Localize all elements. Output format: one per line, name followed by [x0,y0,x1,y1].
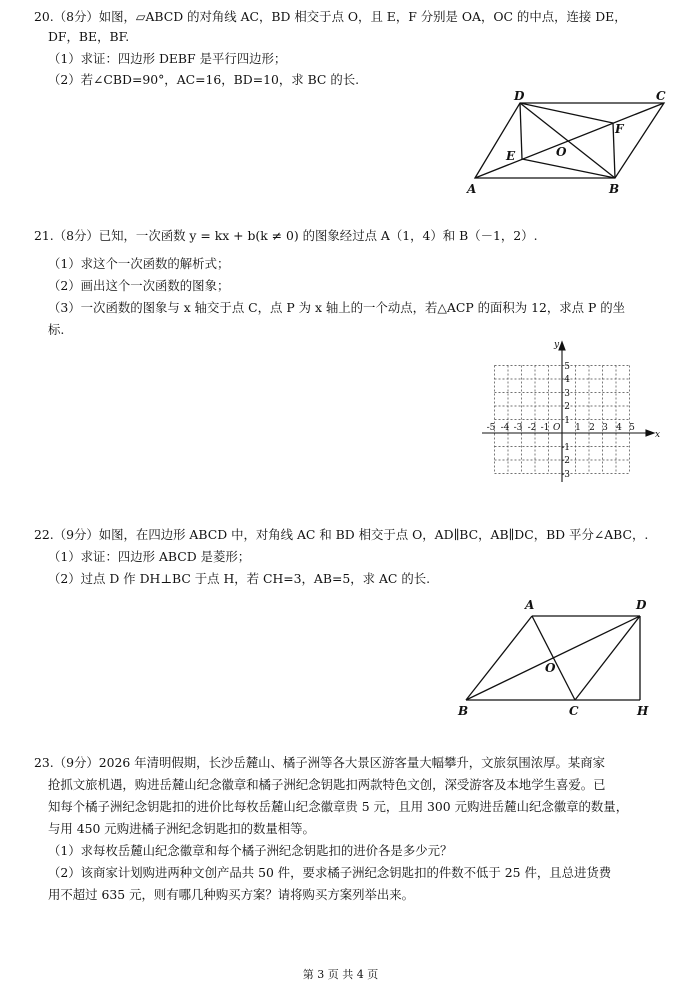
q21-y-tick: 1 [564,416,570,426]
q21-x-tick: 4 [616,423,622,433]
q21-part-3-cont: 标. [48,322,65,337]
q20-segment-de [520,103,522,159]
q23-stem-line-4: 与用 450 元购进橘子洲纪念钥匙扣的数量相等。 [48,821,315,836]
q22-label-o: O [545,661,556,675]
q21-y-axis-label: y [554,340,560,350]
q20-stem-line-1: 20.（8分）如图，▱ABCD 的对角线 AC，BD 相交于点 O，且 E，F 分别是 OA，OC 的中点，连接 DE， [34,9,627,24]
q22-label-d: D [636,598,647,612]
q21-x-tick: -3 [513,423,523,433]
q20-label-e: E [506,149,516,163]
q21-coordinate-grid [0,330,681,490]
q21-part-2: （2）画出这个一次函数的图象； [48,278,230,293]
q21-stem: 21.（8分）已知，一次函数 y = kx + b(k ≠ 0) 的图象经过点 A（1，4）和 B（－1，2）. [34,228,538,243]
q23-stem-line-1: 23.（9分）2026 年清明假期，长沙岳麓山、橘子洲等各大景区游客量大幅攀升，文旅氛围浓厚。某商家 [34,755,606,770]
q21-x-tick: 1 [575,423,581,433]
q21-y-tick: 2 [564,402,570,412]
q23-part-2: （2）该商家计划购进两种文创产品共 50 件，要求橘子洲纪念钥匙扣的件数不低于 25 件，且总进货费 [48,865,612,880]
q20-label-d: D [514,89,525,103]
q22-part-1: （1）求证：四边形 ABCD 是菱形； [48,549,251,564]
q20-label-b: B [609,182,620,196]
q21-part-1: （1）求这个一次函数的解析式； [48,256,230,271]
q21-x-tick: 2 [589,423,595,433]
q20-label-o: O [556,145,567,159]
q23-stem-line-3: 知每个橘子洲纪念钥匙扣的进价比每枚岳麓山纪念徽章贵 5 元，且用 300 元购进岳麓山纪念徽章的数量， [48,799,629,814]
q22-rhombus-figure [0,590,681,730]
q20-diagonal-bd [520,103,615,178]
q22-part-2: （2）过点 D 作 DH⊥BC 于点 H，若 CH=3，AB=5，求 AC 的长. [48,571,431,586]
q21-y-axis-arrow [559,342,565,350]
q21-y-tick: 4 [564,375,570,385]
q20-segment-df [520,103,613,123]
q21-part-3: （3）一次函数的图象与 x 轴交于点 C，点 P 为 x 轴上的一个动点，若△ACP 的面积为 12，求点 P 的坐 [48,300,626,315]
q21-origin-label: O [553,423,561,433]
q22-label-b: B [458,704,469,718]
q20-label-c: C [656,89,666,103]
q20-stem-line-2: DF，BE，BF. [48,29,130,44]
q21-x-axis-label: x [655,430,661,440]
q20-part-2: （2）若∠CBD=90°，AC=16，BD=10，求 BC 的长. [48,72,360,87]
q22-diagonal-bd [466,616,640,700]
q22-side-dc [575,616,640,700]
q20-label-f: F [615,122,624,136]
q22-label-c: C [569,704,579,718]
q21-y-tick: 5 [564,362,570,372]
q22-stem: 22.（9分）如图，在四边形 ABCD 中，对角线 AC 和 BD 相交于点 O，AD∥BC，AB∥DC，BD 平分∠ABC，. [34,527,649,542]
q22-side-ab [466,616,532,700]
q20-label-a: A [467,182,477,196]
q22-label-a: A [525,598,535,612]
q21-y-tick: 3 [564,389,570,399]
q23-part-2-cont: 用不超过 635 元，则有哪几种购买方案？请将购买方案列举出来。 [48,887,415,902]
q21-x-tick: -2 [527,423,537,433]
q21-x-axis-arrow [646,430,654,436]
q21-y-tick: -1 [561,443,570,453]
q21-x-tick: -1 [540,423,550,433]
q21-y-tick: -3 [561,470,570,480]
q20-part-1: （1）求证：四边形 DEBF 是平行四边形； [48,51,287,66]
q21-x-tick: -5 [486,423,496,433]
q20-segment-be [522,159,615,178]
page-footer: 第 3 页 共 4 页 [302,968,379,981]
q21-x-tick: -4 [500,423,510,433]
q20-parallelogram-figure [0,0,681,200]
q21-x-tick: 3 [602,423,608,433]
q21-x-tick: 5 [629,423,635,433]
q22-label-h: H [637,704,649,718]
q21-y-tick: -2 [561,456,570,466]
q23-stem-line-2: 抢抓文旅机遇，购进岳麓山纪念徽章和橘子洲纪念钥匙扣两款特色文创，深受游客及本地学生喜爱。已 [48,777,606,792]
q23-part-1: （1）求每枚岳麓山纪念徽章和每个橘子洲纪念钥匙扣的进价各是多少元？ [48,843,453,858]
